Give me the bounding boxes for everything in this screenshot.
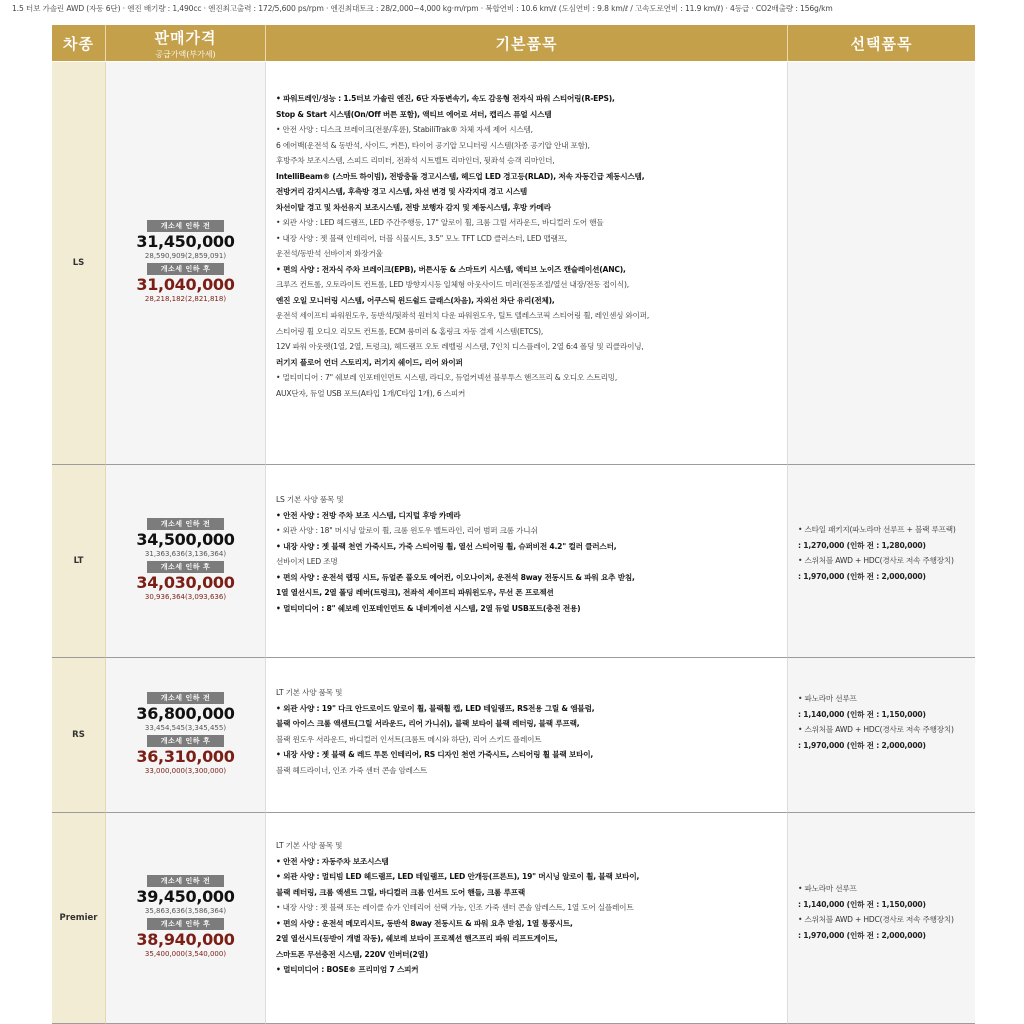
- basic-item-line: • 내장 사양 : 젯 블랙 천연 가죽시트, 가죽 스티어링 휠, 열선 스티어링 휠, 슈퍼비전 4.2" 컬러 클러스터,: [276, 541, 617, 551]
- model-cell: [52, 62, 106, 465]
- option-item-line: : 1,970,000 (인하 전 : 2,000,000): [798, 930, 926, 940]
- option-items-cell: [788, 62, 975, 465]
- supply-price-after: 35,400,000(3,540,000): [144, 950, 227, 958]
- option-items-cell: [788, 813, 975, 1024]
- header-basic-label: 기본품목: [495, 34, 558, 53]
- price-tag-after: 개소세 인하 후: [147, 735, 224, 747]
- model-name: LT: [73, 556, 84, 566]
- basic-items-list: [276, 91, 781, 401]
- price-after: 31,040,000: [136, 275, 235, 294]
- price-before: 34,500,000: [136, 530, 235, 549]
- price-cell: [106, 658, 266, 813]
- supply-price-after: 28,218,182(2,821,818): [144, 295, 227, 303]
- basic-item-line: 2열 열선시트(등받이 개별 작동), 쉐보레 보타이 프로젝션 핸즈프리 파워 리프트게이트,: [276, 934, 558, 943]
- basic-item-line: 차선이탈 경고 및 차선유지 보조시스템, 전방 보행자 감지 및 제동시스템, 후방 카메라: [276, 202, 551, 212]
- basic-item-line: 선바이저 LED 조명: [276, 557, 338, 566]
- price-before: 36,800,000: [136, 704, 235, 723]
- basic-item-line: • 안전 사양 : 전방 주차 보조 시스템, 디지털 후방 카메라: [276, 510, 461, 520]
- basic-item-line: 러기지 플로어 언더 스토리지, 러기지 쉐이드, 리어 와이퍼: [276, 357, 463, 367]
- option-item-line: : 1,970,000 (인하 전 : 2,000,000): [798, 571, 926, 581]
- price-after: 38,940,000: [136, 930, 235, 949]
- basic-item-line: 6 에어백(운전석 & 동반석, 사이드, 커튼), 타이어 공기압 모니터링 시스템(차종 공기압 안내 포함),: [276, 140, 590, 150]
- basic-item-line: • 안전 사양 : 디스크 브레이크(전륜/후륜), StabiliTrak® 차체 자세 제어 시스템,: [276, 125, 533, 134]
- basic-item-line: • 멀티미디어 : 7" 쉐보레 인포테인먼트 시스템, 라디오, 듀얼커넥션 블루투스 핸즈프리 & 오디오 스트리밍,: [276, 373, 618, 382]
- price-tag-before: 개소세 인하 전: [147, 518, 224, 530]
- price-after: 34,030,000: [136, 573, 235, 592]
- header-options: [788, 25, 975, 61]
- basic-item-line: 후방주차 보조시스템, 스피드 리미터, 전좌석 시트벨트 리마인더, 뒷좌석 승객 리마인더,: [276, 156, 555, 165]
- header-basic: [266, 25, 788, 61]
- option-items-cell: [788, 658, 975, 813]
- supply-price-after: 33,000,000(3,300,000): [144, 767, 227, 775]
- option-item-line: • 파노라마 선루프: [798, 694, 857, 703]
- basic-item-line: 전방거리 감지시스템, 후측방 경고 시스템, 차선 변경 및 사각지대 경고 시스템: [276, 187, 528, 196]
- model-name: LS: [72, 258, 85, 268]
- price-tag-before: 개소세 인하 전: [147, 875, 224, 887]
- header-price-label: 판매가격: [154, 28, 217, 47]
- basic-items-cell: [266, 813, 788, 1024]
- header-model-label: 차종: [63, 34, 94, 53]
- basic-items-list: [276, 838, 781, 978]
- price-before: 31,450,000: [136, 232, 235, 251]
- basic-items-cell: [266, 465, 788, 658]
- option-items-list: [798, 522, 975, 584]
- model-name: RS: [72, 730, 85, 740]
- option-item-line: • 스위처블 AWD + HDC(경사로 저속 주행장치): [798, 556, 954, 565]
- basic-item-line: AUX단자, 듀얼 USB 포트(A타입 1개/C타입 1개), 6 스피커: [276, 388, 466, 398]
- price-tag-before: 개소세 인하 전: [147, 220, 224, 232]
- model-cell: [52, 465, 106, 658]
- basic-item-line: 스티어링 휠 오디오 리모트 컨트롤, ECM 룸미러 & 홈링크 자동 결제 시스템(ETCS),: [276, 326, 544, 336]
- basic-items-cell: [266, 658, 788, 813]
- supply-price-before: 35,863,636(3,586,364): [144, 907, 227, 915]
- header-options-label: 선택품목: [850, 34, 913, 53]
- basic-item-line: • 외관 사양 : 18" 머시닝 알로이 휠, 크롬 윈도우 벨트라인, 리어 범퍼 크롬 가니쉬: [276, 526, 538, 535]
- basic-item-line: • 외관 사양 : 19" 다크 안드로이드 알로이 휠, 블랙휠 캡, LED 테일램프, RS전용 그릴 & 엠블럼,: [276, 703, 595, 713]
- supply-price-before: 31,363,636(3,136,364): [144, 550, 227, 558]
- price-cell: [106, 465, 266, 658]
- supply-price-before: 28,590,909(2,859,091): [144, 252, 227, 260]
- price-tag-before: 개소세 인하 전: [147, 692, 224, 704]
- basic-item-line: • 외관 사양 : LED 헤드램프, LED 주간주행등, 17" 알로이 휠, 크롬 그릴 서라운드, 바디컬러 도어 핸들: [276, 218, 604, 227]
- basic-item-line: 운전석 세이프티 파워윈도우, 동반석/뒷좌석 원터치 다운 파워윈도우, 틸트 텔레스코픽 스티어링 휠, 레인센싱 와이퍼,: [276, 311, 650, 320]
- price-tag-after: 개소세 인하 후: [147, 918, 224, 930]
- basic-item-line: 12V 파워 아웃렛(1열, 2열, 트렁크), 헤드램프 오토 레벨링 시스템, 7인치 디스플레이, 2열 6:4 폴딩 및 리클라이닝,: [276, 342, 644, 351]
- basic-item-line: 엔진 오일 모니터링 시스템, 어쿠스틱 윈드쉴드 글래스(차음), 자외선 차단 유리(전체),: [276, 295, 555, 305]
- price-cell: [106, 813, 266, 1024]
- basic-item-line: 블랙 윈도우 서라운드, 바디컬러 인서트(크롬트 메시와 하단), 리어 스키드 플레이트: [276, 734, 542, 744]
- header-model: [52, 25, 106, 61]
- option-item-line: : 1,270,000 (인하 전 : 1,280,000): [798, 540, 926, 550]
- price-cell: [106, 62, 266, 465]
- basic-item-line: 블랙 헤드라이너, 인조 가죽 센터 콘솔 암레스트: [276, 765, 428, 775]
- basic-item-line: • 편의 사양 : 운전석 메모리시트, 동반석 8way 전동시트 & 파워 요추 받침, 1열 통풍시트,: [276, 918, 573, 928]
- option-items-list: [798, 691, 975, 753]
- option-item-line: : 1,140,000 (인하 전 : 1,150,000): [798, 899, 926, 909]
- model-name: Premier: [59, 913, 98, 923]
- option-item-line: : 1,970,000 (인하 전 : 2,000,000): [798, 740, 926, 750]
- model-cell: [52, 813, 106, 1024]
- price-before: 39,450,000: [136, 887, 235, 906]
- basic-item-line: • 편의 사양 : 운전석 랩핑 시트, 듀얼존 풀오토 에어컨, 이오나이저, 운전석 8way 전동시트 & 파워 요추 받침,: [276, 572, 635, 582]
- header-price: [106, 25, 266, 61]
- basic-item-line: Stop & Start 시스템(On/Off 버튼 포함), 액티브 에어로 셔터, 캡리스 퓨얼 시스템: [276, 109, 552, 119]
- basic-item-line: • 안전 사양 : 자동주차 보조시스템: [276, 856, 389, 866]
- basic-item-line: 스마트폰 무선충전 시스템, 220V 인버터(2열): [276, 949, 429, 959]
- price-tag-after: 개소세 인하 후: [147, 561, 224, 573]
- basic-items-cell: [266, 62, 788, 465]
- option-item-line: • 스위처블 AWD + HDC(경사로 저속 주행장치): [798, 725, 954, 734]
- basic-item-line: 블랙 레터링, 크롬 액센트 그릴, 바디컬러 크롬 인서트 도어 핸들, 크롬 루프랙: [276, 887, 525, 897]
- basic-item-line: • 외관 사양 : 멀티빔 LED 헤드램프, LED 테일램프, LED 안개등(프론트), 19" 머시닝 알로이 휠, 블랙 보타이,: [276, 872, 640, 881]
- basic-item-line: LT 기본 사양 품목 및: [276, 688, 343, 697]
- basic-item-line: • 내장 사양 : 젯 블랙 또는 레이클 슈가 인테리어 선택 가능, 인조 가죽 센터 콘솔 암레스트, 1열 도어 실플레이트: [276, 903, 634, 912]
- basic-items-list: [276, 492, 781, 616]
- basic-item-line: LS 기본 사양 품목 및: [276, 495, 344, 504]
- supply-price-after: 30,936,364(3,093,636): [144, 593, 227, 601]
- basic-item-line: • 편의 사양 : 전자식 주차 브레이크(EPB), 버튼시동 & 스마트키 시스템, 액티브 노이즈 캔슬레이션(ANC),: [276, 264, 626, 274]
- basic-item-line: 1열 열선시트, 2열 폴딩 레버(트렁크), 전좌석 세이프티 파워윈도우, 무선 폰 프로젝션: [276, 588, 554, 597]
- basic-item-line: • 멀티미디어 : 8" 쉐보레 인포테인먼트 & 내비게이션 시스템, 2열 듀얼 USB포트(충전 전용): [276, 603, 581, 613]
- option-item-line: : 1,140,000 (인하 전 : 1,150,000): [798, 709, 926, 719]
- basic-item-line: • 내장 사양 : 젯 블랙 인테리어, 더블 식물시트, 3.5" 모노 TFT LCD 클러스터, LED 맵램프,: [276, 233, 567, 243]
- option-items-cell: [788, 465, 975, 658]
- basic-item-line: 운전석/동반석 선바이저 화장거울: [276, 249, 383, 258]
- price-tag-after: 개소세 인하 후: [147, 263, 224, 275]
- option-item-line: • 스위처블 AWD + HDC(경사로 저속 주행장치): [798, 915, 954, 924]
- basic-item-line: • 멀티미디어 : BOSE® 프리미엄 7 스피커: [276, 965, 419, 974]
- supply-price-before: 33,454,545(3,345,455): [144, 724, 227, 732]
- basic-item-line: 블랙 아이스 크롬 액센트(그릴 서라운드, 리어 가니쉬), 블랙 보타이 블랙 레터링, 블랙 루프랙,: [276, 719, 580, 728]
- option-item-line: • 파노라마 선루프: [798, 884, 857, 893]
- basic-item-line: • 파워트레인/성능 : 1.5터보 가솔린 엔진, 6단 자동변속기, 속도 감응형 전자식 파워 스티어링(R-EPS),: [276, 94, 615, 103]
- header-price-sub: 공급가액(부가세): [155, 49, 216, 59]
- basic-item-line: IntelliBeam® (스마트 하이빔), 전방충돌 경고시스템, 헤드업 LED 경고등(RLAD), 저속 자동긴급 제동시스템,: [276, 171, 645, 181]
- engine-spec-line: 1.5 터보 가솔린 AWD (자동 6단) · 엔진 배기량 : 1,490cc · 엔진최고출력 : 172/5,600 ps/rpm · 엔진최대토크 : 28/2,000~4,000 kg·m/rpm · 복합연비 : 10.6 km/ℓ (도심연비 : 9.8 km/ℓ / 고속도로연비 : 11.9 km/ℓ) · 4등급 · CO2배출량 : 156g/km: [12, 4, 833, 13]
- price-after: 36,310,000: [136, 747, 235, 766]
- price-table: [52, 25, 975, 1024]
- option-item-line: • 스타일 패키지(파노라마 선루프 + 블랙 루프랙): [798, 525, 956, 534]
- basic-item-line: 크루즈 컨트롤, 오토라이트 컨트롤, LED 방향지시등 일체형 아웃사이드 미러(전동조절/열선 내장/전동 접이식),: [276, 280, 629, 289]
- basic-item-line: • 내장 사양 : 젯 블랙 & 레드 투톤 인테리어, RS 디자인 천연 가죽시트, 스티어링 휠 블랙 보타이,: [276, 750, 594, 759]
- option-items-list: [798, 881, 975, 943]
- basic-item-line: LT 기본 사양 품목 및: [276, 841, 343, 850]
- model-cell: [52, 658, 106, 813]
- basic-items-list: [276, 685, 781, 778]
